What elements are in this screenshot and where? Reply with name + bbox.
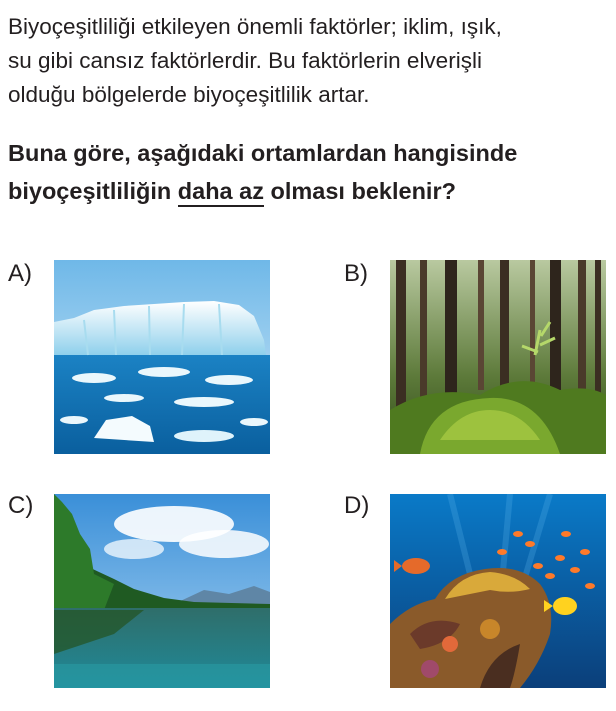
question-stem [8, 134, 612, 210]
option-c-label[interactable]: C) [8, 492, 34, 519]
iceberg-image [54, 260, 270, 454]
question-line-2-end: olması beklenir? [270, 178, 456, 204]
question-line-2-start: biyoçeşitliliğin [8, 178, 172, 204]
question-line-2 [8, 172, 612, 210]
option-b-label[interactable]: B) [344, 260, 368, 287]
intro-line-3: olduğu bölgelerde biyoçeşitlilik artar. [8, 82, 370, 107]
intro-line-2: su gibi cansız faktörlerdir. Bu faktörlerin elverişli [8, 48, 482, 73]
emphasis-underlined: daha az [178, 178, 264, 207]
option-a-label[interactable]: A) [8, 260, 32, 287]
option-b-image[interactable] [390, 260, 606, 454]
question-line-1: Buna göre, aşağıdaki ortamlardan hangisinde [8, 140, 518, 166]
intro-line-1: Biyoçeşitliliği etkileyen önemli faktörler; iklim, ışık, [8, 14, 502, 39]
option-d-image[interactable] [390, 494, 606, 688]
option-c-image[interactable] [54, 494, 270, 688]
option-d-label[interactable]: D) [344, 492, 370, 519]
lake-forest-image [54, 494, 270, 688]
forest-moss-image [390, 260, 606, 454]
coral-reef-image [390, 494, 606, 688]
option-a-image[interactable] [54, 260, 270, 454]
intro-paragraph [8, 10, 608, 112]
